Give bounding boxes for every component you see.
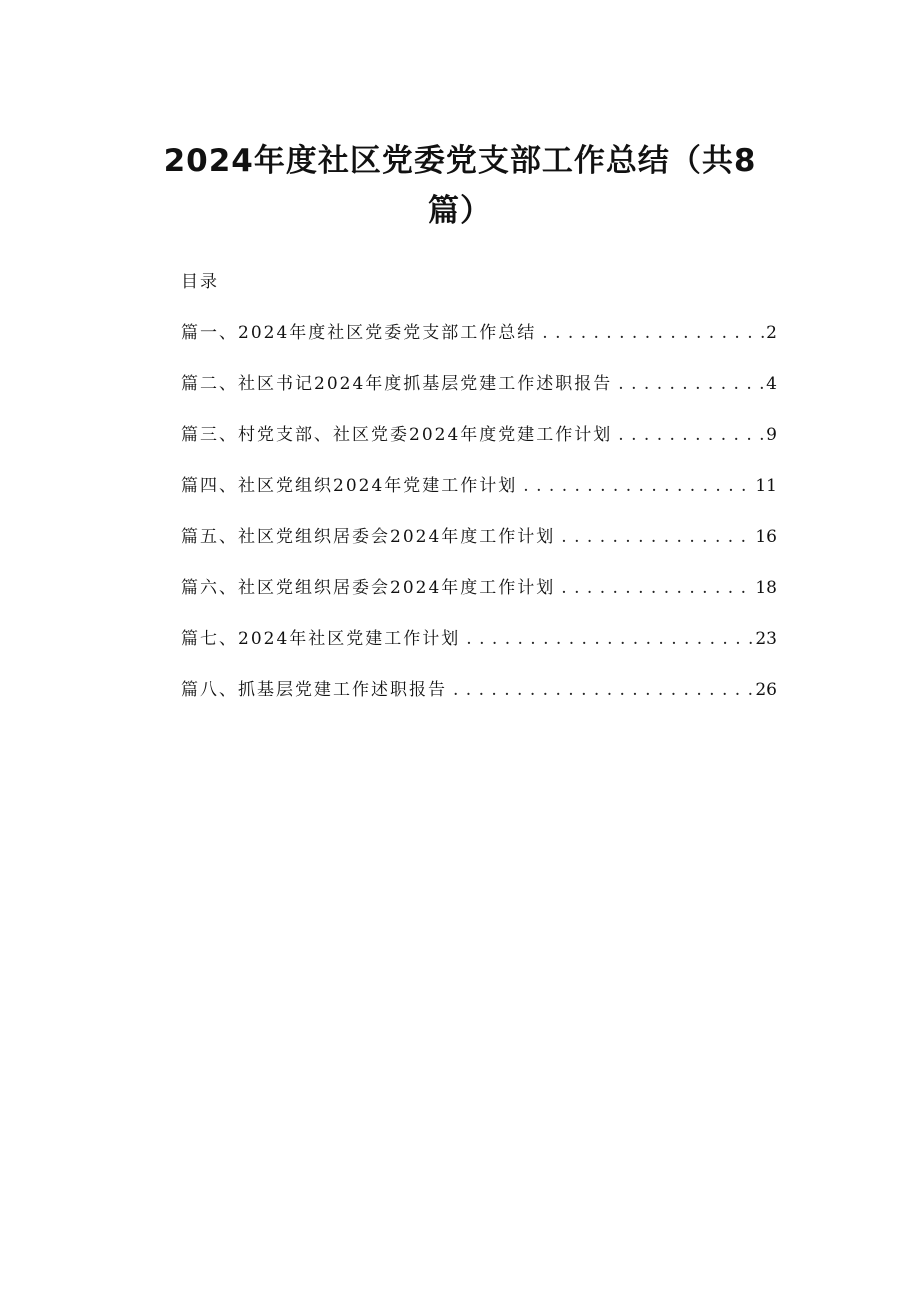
toc-entry-5[interactable] [181, 522, 777, 573]
toc-heading: 目录 [181, 272, 219, 292]
toc-dot-leader [618, 420, 764, 450]
toc-entry-label: 篇五、社区党组织居委会2024年度工作计划 [181, 527, 556, 547]
toc-entry-8[interactable] [181, 675, 777, 726]
toc-entry-1[interactable] [181, 318, 777, 369]
toc-dot-leader [542, 318, 764, 348]
toc-entry-label: 篇一、2024年度社区党委党支部工作总结 [181, 323, 537, 343]
toc-dot-leader [561, 573, 753, 603]
toc-entry-label: 篇六、社区党组织居委会2024年度工作计划 [181, 578, 556, 598]
toc-entry-6[interactable] [181, 573, 777, 624]
toc-entry-page-number: 4 [766, 374, 777, 394]
toc-dot-leader [466, 624, 753, 654]
table-of-contents [181, 318, 777, 726]
toc-entry-page-number: 11 [755, 476, 777, 496]
toc-entry-label: 篇三、村党支部、社区党委2024年度党建工作计划 [181, 425, 613, 445]
toc-entry-page-number: 23 [755, 629, 777, 649]
toc-entry-7[interactable] [181, 624, 777, 675]
toc-entry-label: 篇七、2024年社区党建工作计划 [181, 629, 461, 649]
toc-entry-label: 篇四、社区党组织2024年党建工作计划 [181, 476, 518, 496]
toc-entry-2[interactable] [181, 369, 777, 420]
toc-dot-leader [618, 369, 764, 399]
toc-entry-label: 篇二、社区书记2024年度抓基层党建工作述职报告 [181, 374, 613, 394]
toc-dot-leader [523, 471, 753, 501]
toc-entry-4[interactable] [181, 471, 777, 522]
toc-entry-page-number: 9 [766, 425, 777, 445]
document-title-line1: 2024年度社区党委党支部工作总结（共8 [163, 143, 757, 179]
document-title-line2: 篇） [428, 193, 492, 229]
toc-entry-page-number: 2 [766, 323, 777, 343]
toc-entry-page-number: 26 [755, 680, 777, 700]
toc-entry-page-number: 16 [755, 527, 777, 547]
toc-dot-leader [453, 675, 753, 705]
toc-dot-leader [561, 522, 753, 552]
toc-entry-label: 篇八、抓基层党建工作述职报告 [181, 680, 447, 700]
document-title [150, 136, 770, 236]
toc-entry-3[interactable] [181, 420, 777, 471]
toc-entry-page-number: 18 [755, 578, 777, 598]
